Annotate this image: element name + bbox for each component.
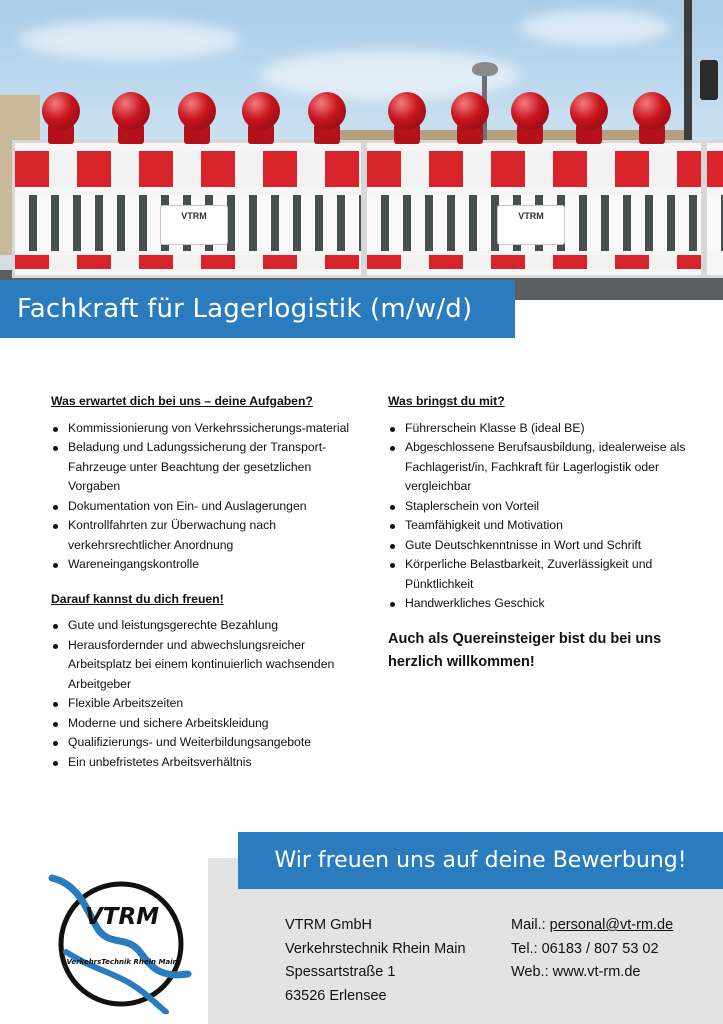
warning-lamp [570, 92, 608, 146]
warning-lamp [112, 92, 150, 146]
warning-lamp [308, 92, 346, 146]
list-item: Herausfordernder und abwechslungsreicher Arbeitsplatz bei einem kontinuierlich wachsenden Arbeitgeber [51, 636, 351, 695]
vtrm-logo [48, 874, 196, 1014]
list-item: Ein unbefristetes Arbeitsverhältnis [51, 753, 351, 773]
mail-link[interactable]: personal@vt-rm.de [549, 917, 674, 933]
warning-lamp [633, 92, 671, 146]
job-title: Fachkraft für Lagerlogistik (m/w/d) [17, 294, 473, 324]
company-street: Spessartstraße 1 [285, 964, 396, 980]
warning-lamp [451, 92, 489, 146]
contact-block [511, 914, 673, 985]
left-column [51, 392, 351, 781]
phone-number: Tel.: 06183 / 807 53 02 [511, 940, 659, 957]
list-item: Moderne und sichere Arbeitskleidung [51, 714, 351, 734]
list-item: Flexible Arbeitszeiten [51, 694, 351, 714]
barrier-plate: VTRM [160, 205, 228, 245]
cta-band [238, 832, 723, 889]
hero-photo [0, 0, 723, 300]
title-band [0, 280, 515, 338]
warning-lamp [42, 92, 80, 146]
list-item: Führerschein Klasse B (ideal BE) [388, 419, 698, 439]
cta-text: Wir freuen uns auf deine Bewerbung! [274, 848, 687, 873]
mail-label: Mail.: [511, 917, 550, 933]
list-item: Gute und leistungsgerechte Bezahlung [51, 616, 351, 636]
barrier-plate: VTRM [497, 205, 565, 245]
list-item: Gute Deutschkenntnisse in Wort und Schrift [388, 536, 698, 556]
list-item: Kontrollfahrten zur Überwachung nach verkehrsrechtlicher Anordnung [51, 516, 351, 555]
benefits-list [51, 616, 351, 772]
list-item: Körperliche Belastbarkeit, Zuverlässigkeit und Pünktlichkeit [388, 555, 698, 594]
welcome-note: Auch als Quereinsteiger bist du bei uns herzlich willkommen! [388, 630, 662, 670]
list-item: Qualifizierungs- und Weiterbildungsangebote [51, 733, 351, 753]
company-city: 63526 Erlensee [285, 987, 387, 1004]
list-item: Kommissionierung von Verkehrssicherungs-material [51, 419, 351, 439]
logo-subtext: VerkehrsTechnik Rhein Main [66, 958, 178, 966]
warning-lamp [178, 92, 216, 146]
list-item: Dokumentation von Ein- und Auslagerungen [51, 497, 351, 517]
barrier-left [12, 140, 364, 278]
warning-lamp [388, 92, 426, 146]
website[interactable]: Web.: www.vt-rm.de [511, 964, 641, 980]
list-item: Staplerschein von Vorteil [388, 497, 698, 517]
list-item: Beladung und Ladungssicherung der Transport-Fahrzeuge unter Beachtung der gesetzlichen Vorgaben [51, 438, 351, 497]
company-name: VTRM GmbH [285, 917, 372, 933]
tasks-heading: Was erwartet dich bei uns – deine Aufgaben? [51, 394, 313, 408]
barrier-edge [704, 140, 723, 278]
requirements-list [388, 419, 698, 614]
requirements-heading: Was bringst du mit? [388, 394, 505, 408]
list-item: Handwerkliches Geschick [388, 594, 698, 614]
logo-text: VTRM [84, 904, 160, 930]
list-item: Wareneingangskontrolle [51, 555, 351, 575]
barrier-right [364, 140, 704, 278]
warning-lamp [511, 92, 549, 146]
company-full-name: Verkehrstechnik Rhein Main [285, 940, 466, 957]
list-item: Abgeschlossene Berufsausbildung, idealerweise als Fachlagerist/in, Fachkraft für Lagerlogistik oder vergleichbar [388, 438, 698, 497]
list-item: Teamfähigkeit und Motivation [388, 516, 698, 536]
warning-lamp [242, 92, 280, 146]
benefits-heading: Darauf kannst du dich freuen! [51, 591, 224, 606]
company-address [285, 914, 466, 1008]
tasks-list [51, 419, 351, 575]
right-column [388, 392, 698, 674]
